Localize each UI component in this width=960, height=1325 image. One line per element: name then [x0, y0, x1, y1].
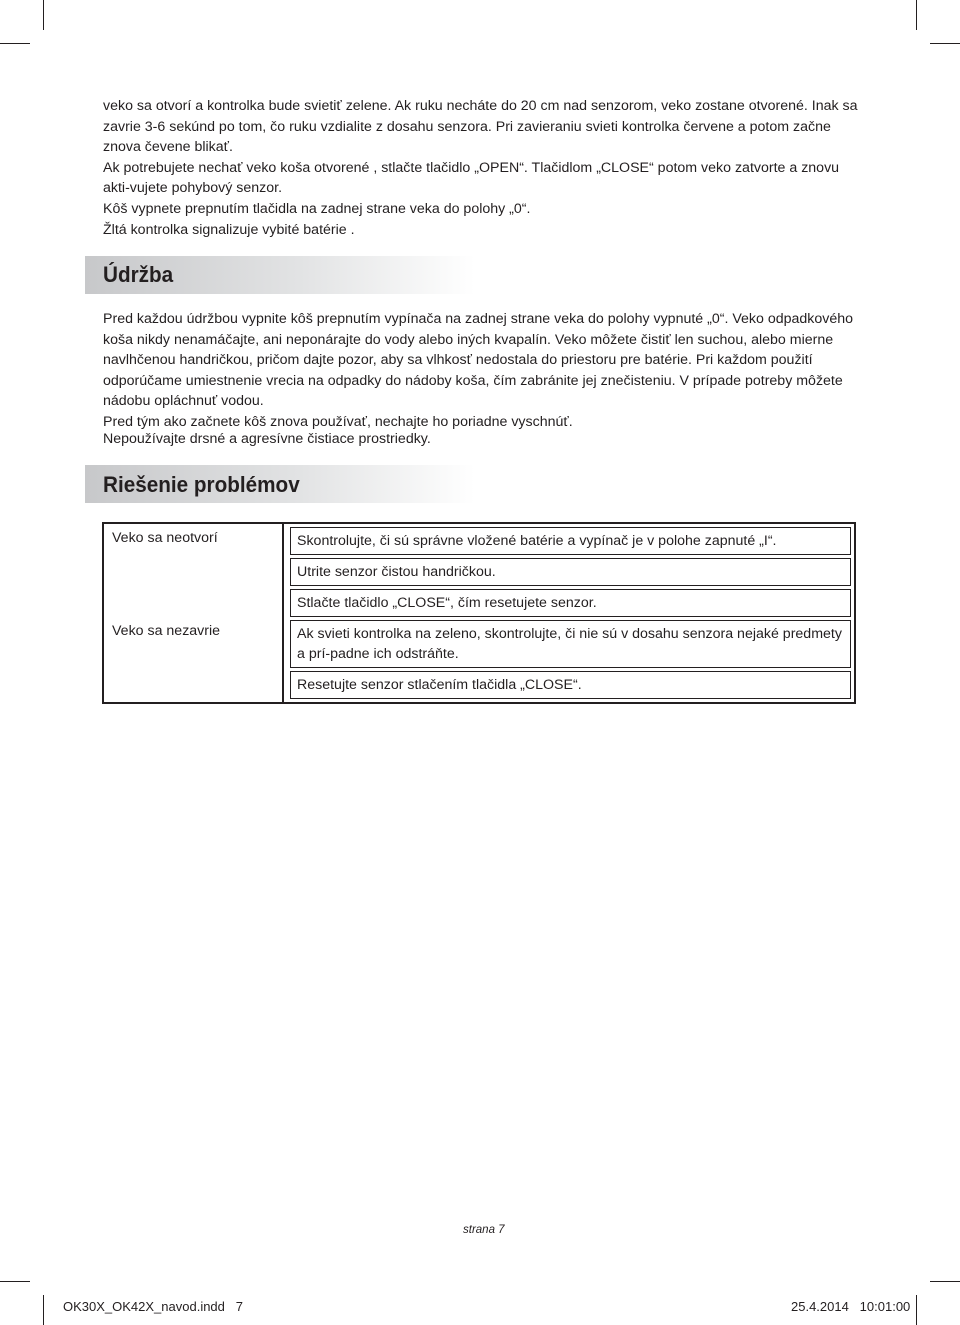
- intro-line: Žltá kontrolka signalizuje vybité batérie .: [103, 221, 355, 238]
- problem-label: Veko sa nezavrie: [112, 623, 221, 639]
- crop-mark: [916, 1295, 917, 1325]
- table-row: [104, 617, 854, 702]
- maintenance-warning: Nepoužívajte drsné a agresívne čistiace prostriedky.: [103, 431, 431, 447]
- problem-cell: [104, 524, 284, 617]
- crop-mark: [930, 1281, 960, 1282]
- solutions-cell: [284, 617, 854, 702]
- crop-mark: [43, 0, 44, 30]
- crop-mark: [43, 1295, 44, 1325]
- intro-line: Kôš vypnete prepnutím tlačidla na zadnej strane veka do polohy „0“.: [103, 200, 531, 217]
- problem-label: Veko sa neotvorí: [112, 530, 218, 546]
- solution-item: Stlačte tlačidlo „CLOSE“, čím resetujete senzor.: [290, 589, 851, 617]
- crop-mark: [930, 43, 960, 44]
- maintenance-heading: Údržba: [103, 262, 174, 287]
- crop-mark: [0, 1281, 30, 1282]
- solutions-cell: [284, 524, 854, 617]
- intro-text: [103, 96, 863, 240]
- solution-item: Skontrolujte, či sú správne vložené batérie a vypínač je v polohe zapnuté „I“.: [290, 527, 851, 555]
- intro-line: Ak potrebujete nechať veko koša otvorené , stlačte tlačidlo „OPEN“. Tlačidlom „CLOSE“ potom veko zatvorte a znovu akti-vujete pohybový senzor.: [103, 159, 840, 197]
- intro-line: veko sa otvorí a kontrolka bude svietiť zelene. Ak ruku necháte do 20 cm nad senzorom, veko zostane otvorené. Inak sa zavrie 3-6 sekúnd po tom, čo ruku vzdialite z dosahu senzora. Pri zavieraniu svieti kontrolka červene a potom začne znova čevene blikať.: [103, 98, 858, 156]
- maintenance-paragraph: Pred každou údržbou vypnite kôš prepnutím vypínača na zadnej strane veka do polohy vypnuté „0“. Veko odpadkového koša nikdy nenamáčajte, ani neponárajte do vody alebo iných kvapalín. Veko môžete čistiť len suchou, alebo mierne navlhčenou handričkou, pričom dajte pozor, aby sa vlhkosť nedostala do priestoru pre batérie. Pri každom použití odporúčame umiestnenie vrecia na odpadky do nádoby koša, čím zabránite jej znečisteniu. V prípade potreby môžete nádobu opláchnuť vodou.: [103, 311, 854, 410]
- solution-item: Ak svieti kontrolka na zeleno, skontrolujte, či nie sú v dosahu senzora nejaké predmety a prí-padne ich odstráňte.: [290, 620, 851, 668]
- problem-cell: [104, 617, 284, 702]
- troubleshooting-heading: Riešenie problémov: [103, 472, 300, 497]
- solution-item: Resetujte senzor stlačením tlačidla „CLOSE“.: [290, 671, 851, 699]
- page-number: strana 7: [463, 1224, 505, 1236]
- solution-item: Utrite senzor čistou handričkou.: [290, 558, 851, 586]
- footer-file-name: OK30X_OK42X_navod.indd 7: [63, 1299, 243, 1314]
- footer-date: 25.4.2014 10:01:00: [791, 1299, 911, 1314]
- maintenance-text: [103, 309, 863, 433]
- crop-mark: [916, 0, 917, 30]
- crop-mark: [0, 43, 30, 44]
- table-row: [104, 524, 854, 617]
- troubleshooting-table: [102, 522, 856, 704]
- maintenance-paragraph-2: Pred tým ako začnete kôš znova používať, nechajte ho poriadne vyschnúť.: [103, 413, 573, 430]
